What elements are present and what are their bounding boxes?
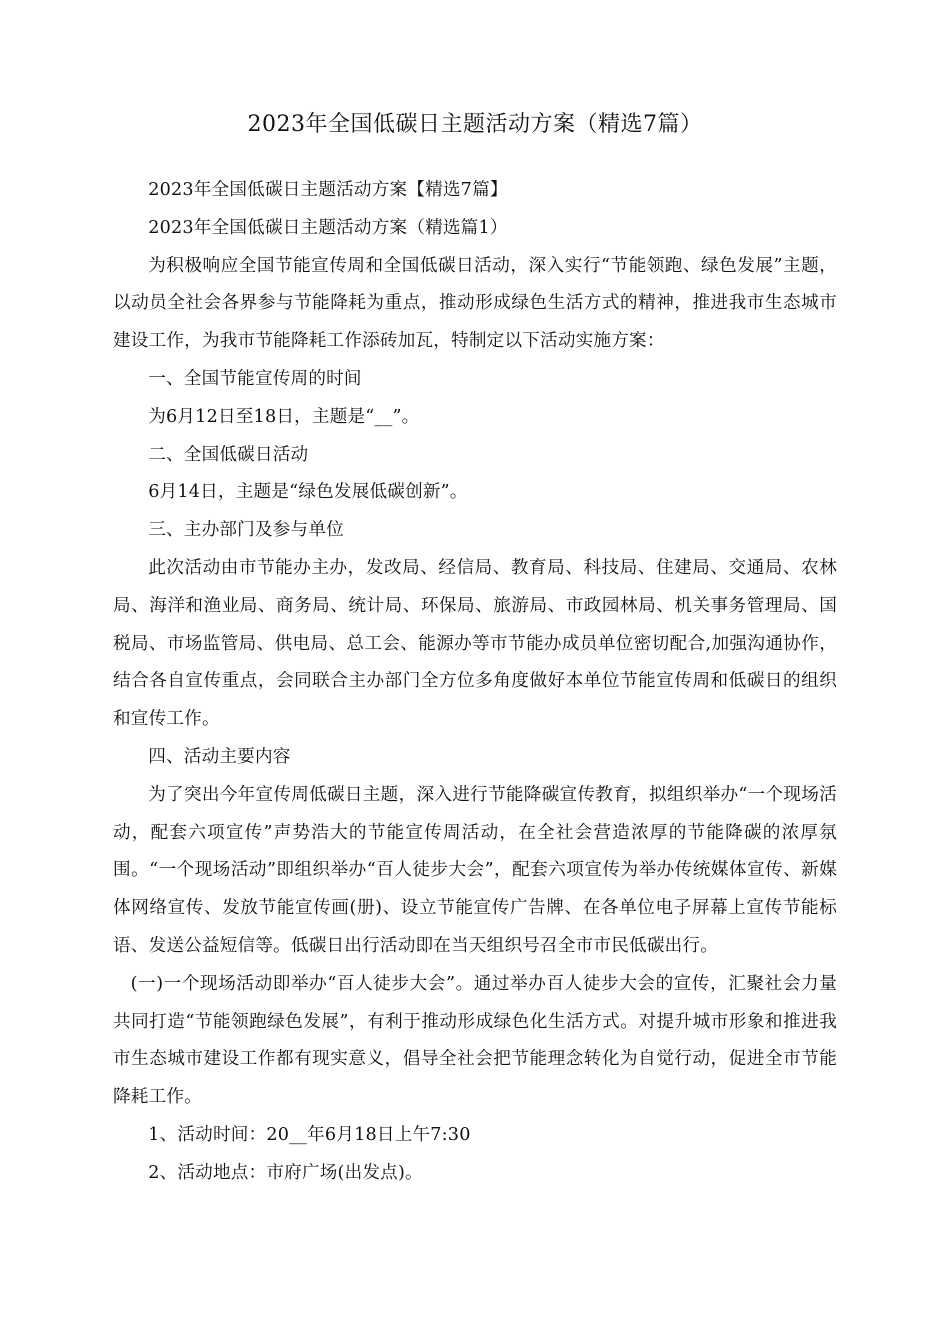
heading-section-4: 四、活动主要内容: [148, 746, 291, 767]
paragraph-section-heading: 2023年全国低碳日主题活动方案（精选篇1）: [148, 217, 508, 238]
heading-section-1: 一、全国节能宣传周的时间: [148, 368, 362, 389]
document-title: 2023年全国低碳日主题活动方案（精选7篇）: [247, 112, 703, 137]
paragraph-section-2: 6月14日，主题是“绿色发展低碳创新”。: [148, 482, 468, 503]
paragraph-subsection-1: (一)一个现场活动即举办“百人徒步大会”。通过举办百人徒步大会的宣传，汇聚社会力量共同打造“节能领跑绿色发展”，有利于推动形成绿色化生活方式。对提升城市形象和推进我市生态城市建设工作都有现实意义，倡导全社会把节能理念转化为自觉行动，促进全市节能降耗工作。: [113, 973, 837, 1108]
document-body: [113, 172, 837, 1193]
paragraph-activity-time: 1、活动时间：20__年6月18日上午7:30: [148, 1124, 471, 1145]
heading-section-3: 三、主办部门及参与单位: [148, 520, 344, 541]
paragraph-intro: 为积极响应全国节能宣传周和全国低碳日活动，深入实行“节能领跑、绿色发展”主题，以动员全社会各界参与节能降耗为重点，推动形成绿色生活方式的精神，推进我市生态城市建设工作，为我市节能降耗工作添砖加瓦，特制定以下活动实施方案：: [113, 255, 837, 352]
paragraph-section-3: 此次活动由市节能办主办，发改局、经信局、教育局、科技局、住建局、交通局、农林局、海洋和渔业局、商务局、统计局、环保局、旅游局、市政园林局、机关事务管理局、国税局、市场监管局、供电局、总工会、能源办等市节能办成员单位密切配合,加强沟通协作，结合各自宣传重点，会同联合主办部门全方位多角度做好本单位节能宣传周和低碳日的组织和宣传工作。: [113, 557, 837, 730]
paragraph-section-1: 为6月12日至18日，主题是“__”。: [148, 406, 420, 427]
paragraph-section-4: 为了突出今年宣传周低碳日主题，深入进行节能降碳宣传教育，拟组织举办“一个现场活动，配套六项宣传”声势浩大的节能宣传周活动，在全社会营造浓厚的节能降碳的浓厚氛围。“一个现场活动”即组织举办“百人徒步大会”，配套六项宣传为举办传统媒体宣传、新媒体网络宣传、发放节能宣传画(册)、设立节能宣传广告牌、在各单位电子屏幕上宣传节能标语、发送公益短信等。低碳日出行活动即在当天组织号召全市市民低碳出行。: [113, 784, 837, 956]
paragraph-subtitle: 2023年全国低碳日主题活动方案【精选7篇】: [148, 180, 508, 200]
heading-section-2: 二、全国低碳日活动: [148, 444, 309, 465]
paragraph-activity-location: 2、活动地点：市府广场(出发点)。: [148, 1162, 423, 1183]
